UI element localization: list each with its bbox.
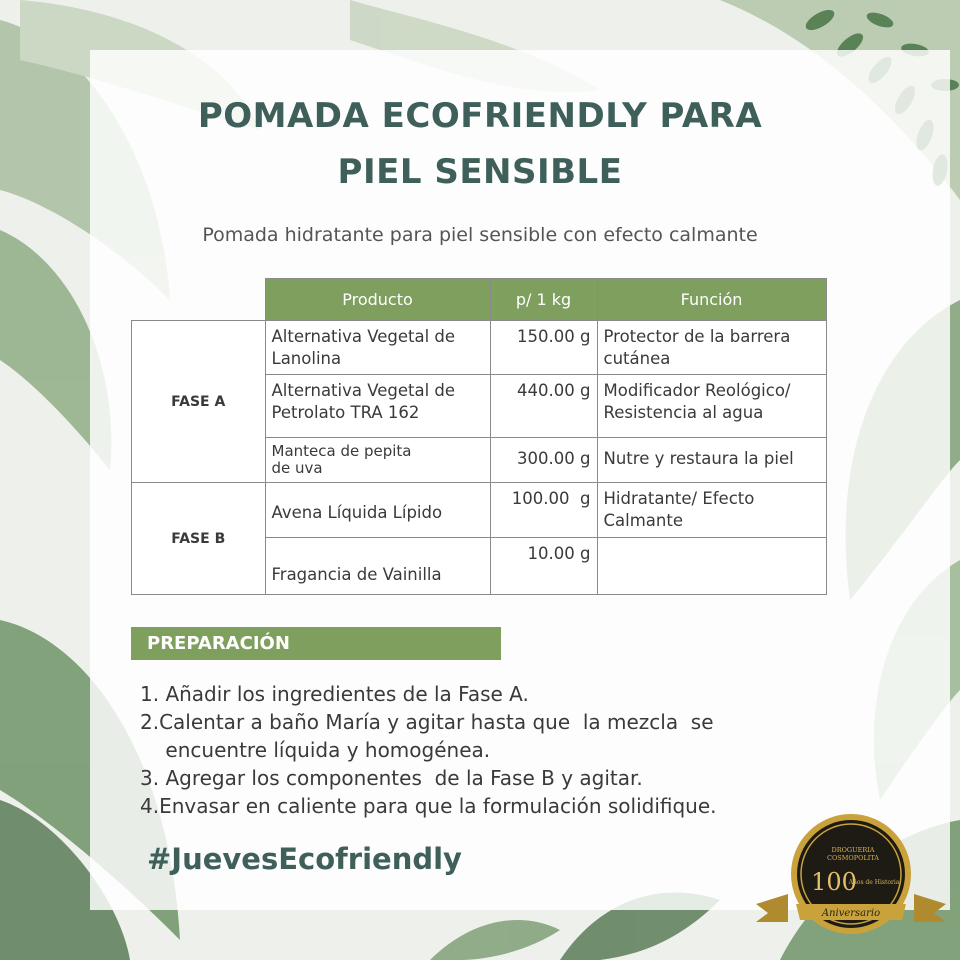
svg-text:Aniversario: Aniversario — [821, 908, 881, 919]
funcion-cell: Protector de la barrera cutánea — [597, 321, 826, 375]
step-line: 3. Agregar los componentes de la Fase B y agitar. — [140, 766, 643, 790]
cantidad-cell: 300.00 g — [490, 438, 597, 483]
svg-text:COSMOPOLITA: COSMOPOLITA — [827, 854, 879, 862]
phase-b-label: FASE B — [132, 483, 266, 595]
svg-text:100: 100 — [811, 868, 857, 896]
phase-a-label: FASE A — [132, 321, 266, 483]
table-row — [132, 483, 827, 538]
funcion-cell: Modificador Reológico/ Resistencia al agua — [597, 375, 826, 438]
producto-cell: Fragancia de Vainilla — [265, 538, 490, 595]
preparacion-heading: PREPARACIÓN — [131, 627, 501, 660]
step-line: 1. Añadir los ingredientes de la Fase A. — [140, 682, 529, 706]
page-subtitle: Pomada hidratante para piel sensible con efecto calmante — [202, 224, 758, 246]
funcion-cell: Hidratante/ Efecto Calmante — [597, 483, 826, 538]
producto-cell: Manteca de pepita de uva — [265, 438, 490, 483]
header-funcion: Función — [597, 279, 826, 321]
page-title — [120, 88, 840, 200]
formula-table — [131, 278, 827, 595]
step-line: encuentre líquida y homogénea. — [140, 738, 491, 762]
svg-text:Años de Historia: Años de Historia — [848, 879, 900, 886]
funcion-cell — [597, 538, 826, 595]
table-row — [132, 321, 827, 375]
funcion-cell: Nutre y restaura la piel — [597, 438, 826, 483]
cantidad-cell: 440.00 g — [490, 375, 597, 438]
table-corner — [132, 279, 266, 321]
producto-cell: Alternativa Vegetal de Petrolato TRA 162 — [265, 375, 490, 438]
producto-cell: Avena Líquida Lípido — [265, 483, 490, 538]
leaf-bottom-center-2 — [430, 920, 560, 960]
step-line: 4.Envasar en caliente para que la formulación solidifique. — [140, 794, 717, 818]
title-line-1: POMADA ECOFRIENDLY PARA — [197, 96, 763, 136]
step-line: 2.Calentar a baño María y agitar hasta que la mezcla se — [140, 710, 714, 734]
cantidad-cell: 10.00 g — [490, 538, 597, 595]
header-cantidad: p/ 1 kg — [490, 279, 597, 321]
header-producto: Producto — [265, 279, 490, 321]
producto-cell: Alternativa Vegetal de Lanolina — [265, 321, 490, 375]
preparacion-steps — [140, 680, 840, 820]
title-line-2: PIEL SENSIBLE — [337, 152, 623, 192]
anniversary-seal-icon — [756, 812, 946, 947]
hashtag: #JuevesEcofriendly — [147, 842, 462, 876]
cantidad-cell: 100.00 g — [490, 483, 597, 538]
svg-text:DROGUERIA: DROGUERIA — [831, 846, 875, 854]
cantidad-cell: 150.00 g — [490, 321, 597, 375]
